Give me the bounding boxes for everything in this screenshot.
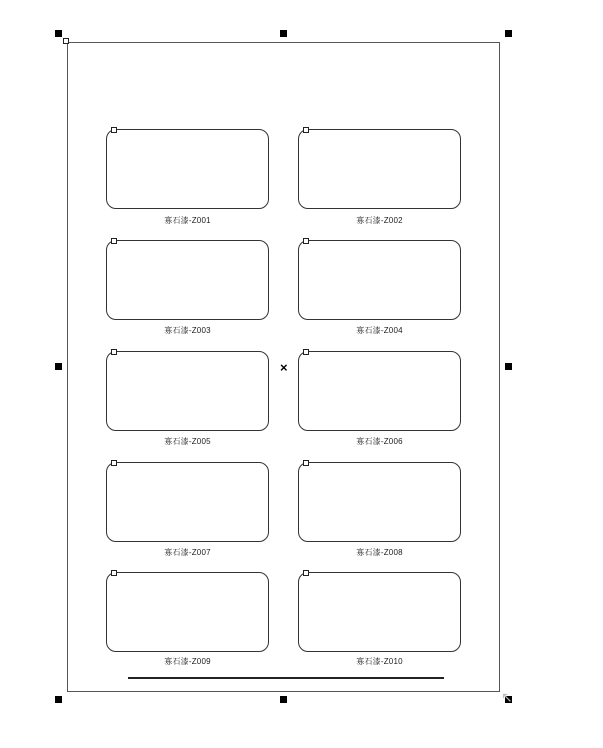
card-label: 寡石漆-Z009 [164, 657, 211, 666]
label-card[interactable] [298, 351, 461, 431]
label-card[interactable] [298, 572, 461, 652]
center-marker-icon[interactable]: × [280, 360, 288, 375]
card-node[interactable] [111, 570, 117, 576]
card-label: 寡石漆-Z004 [356, 326, 403, 335]
label-card[interactable] [106, 240, 269, 320]
label-card[interactable] [106, 351, 269, 431]
selection-handle-middle-left[interactable] [55, 363, 62, 370]
mouse-cursor-icon: ↖ [501, 689, 513, 705]
label-card[interactable] [106, 462, 269, 542]
card-label: 寡石漆-Z001 [164, 216, 211, 225]
card-label: 寡石漆-Z003 [164, 326, 211, 335]
label-card[interactable] [106, 129, 269, 209]
selection-handle-middle-right[interactable] [505, 363, 512, 370]
card-node[interactable] [111, 349, 117, 355]
card-node[interactable] [303, 349, 309, 355]
card-label: 寡石漆-Z002 [356, 216, 403, 225]
card-node[interactable] [303, 570, 309, 576]
label-card[interactable] [298, 129, 461, 209]
card-node[interactable] [303, 238, 309, 244]
selection-handle-bottom-center[interactable] [280, 696, 287, 703]
selection-handle-top-right[interactable] [505, 30, 512, 37]
label-card[interactable] [298, 240, 461, 320]
card-label: 寡石漆-Z006 [356, 437, 403, 446]
card-node[interactable] [111, 460, 117, 466]
selection-handle-bottom-left[interactable] [55, 696, 62, 703]
label-card[interactable] [298, 462, 461, 542]
card-node[interactable] [111, 127, 117, 133]
page-corner-node[interactable] [63, 38, 69, 44]
card-node[interactable] [303, 127, 309, 133]
card-label: 寡石漆-Z007 [164, 548, 211, 557]
card-label: 寡石漆-Z010 [356, 657, 403, 666]
selection-handle-top-center[interactable] [280, 30, 287, 37]
card-label: 寡石漆-Z008 [356, 548, 403, 557]
card-node[interactable] [303, 460, 309, 466]
card-label: 寡石漆-Z005 [164, 437, 211, 446]
selection-handle-top-left[interactable] [55, 30, 62, 37]
label-card[interactable] [106, 572, 269, 652]
card-node[interactable] [111, 238, 117, 244]
bottom-line[interactable] [128, 677, 444, 679]
